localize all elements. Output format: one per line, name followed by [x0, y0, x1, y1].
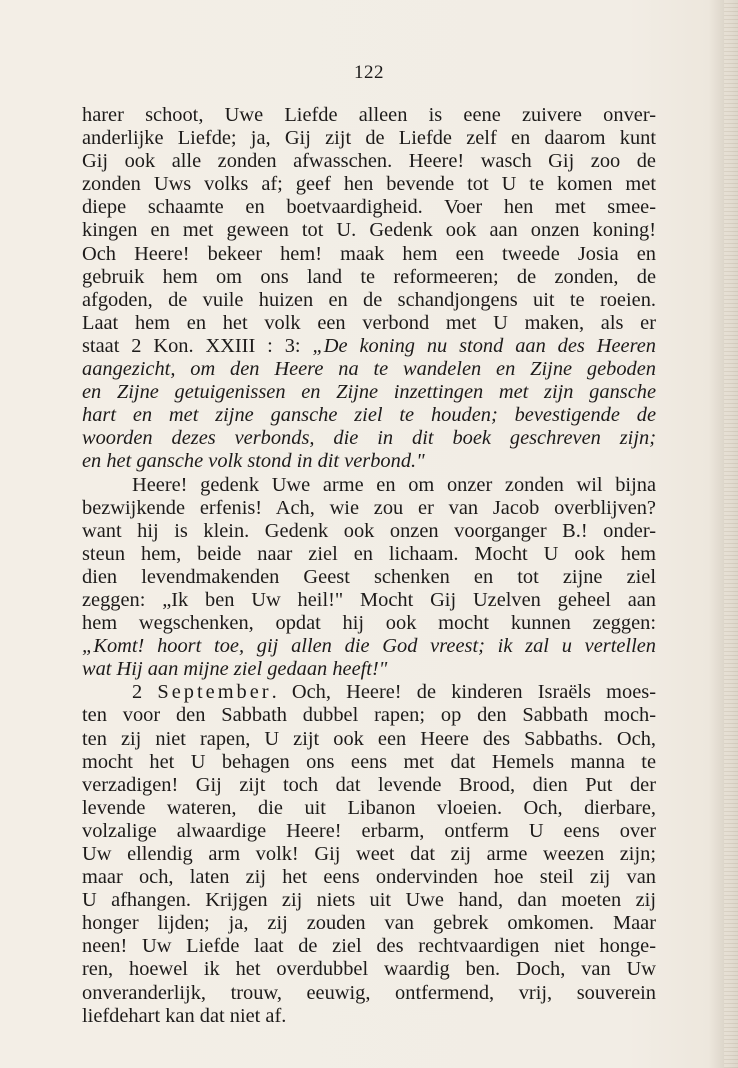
text-line: hem wegschenken, opdat hij ook mocht kunnen zeggen:: [82, 612, 656, 635]
scripture-quote-line: „Komt! hoort toe, gij allen die God vreest; ik zal u vertellen: [82, 635, 656, 658]
scripture-quote-line: hart en met zijne gansche ziel te houden; bevestigende de: [82, 404, 656, 427]
text-line: Och Heere! bekeer hem! maak hem een tweede Josia en: [82, 242, 656, 265]
scripture-quote: „De koning nu stond aan des Heeren: [312, 334, 656, 357]
text-line: steun hem, beide naar ziel en lichaam. Mocht U ook hem: [82, 542, 656, 565]
scripture-quote-line: en het gansche volk stond in dit verbond.": [82, 450, 425, 473]
text-line: honger lijden; ja, zij zouden van gebrek omkomen. Maar: [82, 912, 656, 935]
paragraph-start: 2 September. Och, Heere! de kinderen Israëls moes-: [132, 681, 656, 704]
text-line: ten zij niet rapen, U zijt ook een Heere des Sabbaths. Och,: [82, 727, 656, 750]
page-edge-shadow: [724, 0, 738, 1068]
text-line: diepe schaamte en boetvaardigheid. Voer hen met smee-: [82, 196, 656, 219]
text-line: mocht het U behagen ons eens met dat Hemels manna te: [82, 750, 656, 773]
text-line: maar och, laten zij het eens ondervinden hoe steil zij van: [82, 866, 656, 889]
text-line: harer schoot, Uwe Liefde alleen is eene zuivere onver-: [82, 104, 656, 126]
text-line: staat 2 Kon. XXIII : 3: „De koning nu stond aan des Heeren: [82, 334, 656, 357]
text-line: dien levendmakenden Geest schenken en tot zijne ziel: [82, 565, 656, 588]
text-line: ten voor den Sabbath dubbel rapen; op den Sabbath moch-: [82, 704, 656, 727]
text-line: want hij is klein. Gedenk ook onzen voorganger B.! onder-: [82, 519, 656, 542]
text-line: anderlijke Liefde; ja, Gij zijt de Liefde zelf en daarom kunt: [82, 127, 656, 150]
scripture-quote-line: en Zijne getuigenissen en Zijne inzettingen met zijn gansche: [82, 381, 656, 404]
text-line: zonden Uws volks af; geef hen bevende tot U te komen met: [82, 173, 656, 196]
scripture-quote-line: woorden dezes verbonds, die in dit boek geschreven zijn;: [82, 427, 656, 450]
text-line: bezwijkende erfenis! Ach, wie zou er van Jacob overblijven?: [82, 496, 656, 519]
text-line: Uw ellendig arm volk! Gij weet dat zij arme weezen zijn;: [82, 843, 656, 865]
text-line: gebruik hem om ons land te reformeeren; de zonden, de: [82, 265, 656, 288]
month-spaced: September: [157, 681, 272, 704]
text-line: neen! Uw Liefde laat de ziel des rechtvaardigen niet honge-: [82, 935, 656, 958]
text-line: U afhangen. Krijgen zij niets uit Uwe hand, dan moeten zij: [82, 889, 656, 912]
scripture-quote-line: wat Hij aan mijne ziel gedaan heeft!": [82, 658, 388, 681]
text-line: volzalige alwaardige Heere! erbarm, ontferm U eens over: [82, 819, 656, 842]
text-line: Laat hem en het volk een verbond met U maken, als er: [82, 311, 656, 334]
text-line: zeggen: „Ik ben Uw heil!" Mocht Gij Uzelven geheel aan: [82, 588, 656, 611]
body-text: [82, 104, 656, 1028]
text-line: afgoden, de vuile huizen en de schandjongens uit te roeien.: [82, 288, 656, 311]
scripture-quote-line: aangezicht, om den Heere na te wandelen en Zijne geboden: [82, 358, 656, 381]
paragraph-start: Heere! gedenk Uwe arme en om onzer zonden wil bijna: [132, 473, 656, 496]
page-number: 122: [354, 62, 384, 83]
text-line: levende wateren, die uit Libanon vloeien. Och, dierbare,: [82, 796, 656, 819]
text-line: kingen en met geween tot U. Gedenk ook aan onzen koning!: [82, 219, 656, 242]
text-line: Gij ook alle zonden afwasschen. Heere! wasch Gij zoo de: [82, 150, 656, 173]
text-line: ren, hoewel ik het overdubbel waardig ben. Doch, van Uw: [82, 958, 656, 981]
text-line: verzadigen! Gij zijt toch dat levende Brood, dien Put der: [82, 773, 656, 796]
text-line: liefdehart kan dat niet af.: [82, 1004, 287, 1027]
text-line: onveranderlijk, trouw, eeuwig, ontfermend, vrij, souverein: [82, 981, 656, 1004]
